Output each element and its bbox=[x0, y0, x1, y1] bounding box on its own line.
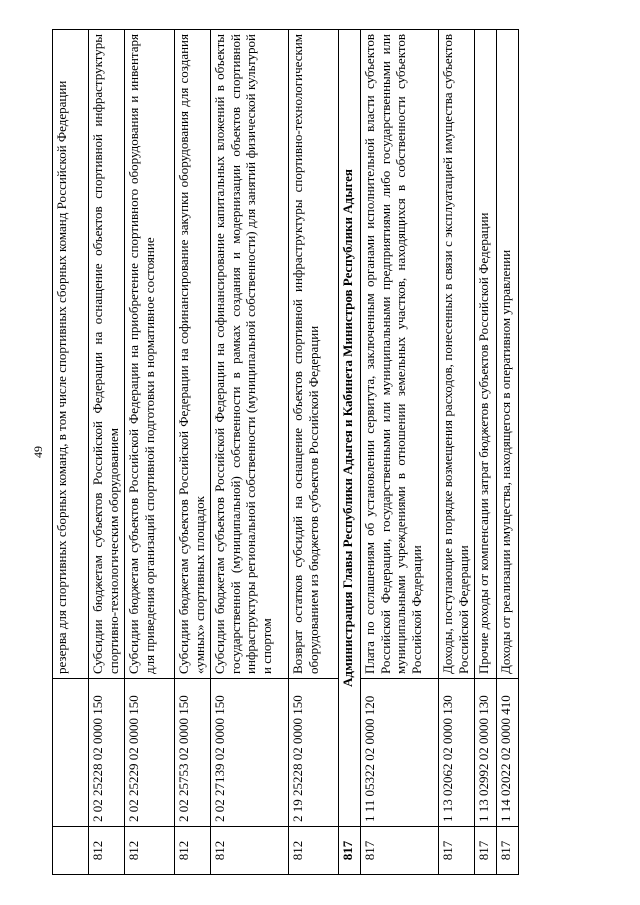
revenue-code-cell: 2 02 25229 02 0000 150 bbox=[125, 679, 175, 827]
admin-code-cell: 812 bbox=[289, 827, 339, 875]
revenue-description-cell: Субсидии бюджетам субъектов Российской Федерации на приобретение спортивного оборудования и инвентаря для приведения организаций спортивной подготовки в нормативное состояние bbox=[125, 30, 175, 679]
revenue-description-cell: Субсидии бюджетам субъектов Российской Федерации на софинансирование закупки оборудования для создания «умных» спортивных площадок bbox=[175, 30, 211, 679]
revenue-code-cell: 2 02 25753 02 0000 150 bbox=[175, 679, 211, 827]
revenue-description-cell: Доходы, поступающие в порядке возмещения расходов, понесенных в связи с эксплуатацией имущества субъектов Российской Федерации bbox=[439, 30, 475, 679]
revenue-code-cell: 2 02 25228 02 0000 150 bbox=[89, 679, 125, 827]
table-row bbox=[175, 30, 211, 875]
page-number: 49 bbox=[31, 446, 45, 458]
admin-code-cell: 817 bbox=[339, 827, 361, 875]
revenue-code-cell: 2 19 25228 02 0000 150 bbox=[289, 679, 339, 827]
rotated-page-content bbox=[52, 29, 572, 875]
revenue-code-cell: 1 13 02992 02 0000 130 bbox=[475, 679, 497, 827]
admin-code-cell: 817 bbox=[439, 827, 475, 875]
revenue-description-cell: Прочие доходы от компенсации затрат бюджетов субъектов Российской Федерации bbox=[475, 30, 497, 679]
revenue-code-cell: 2 02 27139 02 0000 150 bbox=[211, 679, 289, 827]
revenue-description-cell: Возврат остатков субсидий на оснащение объектов спортивной инфраструктуры спортивно-технологическим оборудованием из бюджетов субъектов Российской Федерации bbox=[289, 30, 339, 679]
revenue-description-cell: Субсидии бюджетам субъектов Российской Федерации на софинансирование капитальных вложений в объекты государственной (муниципальной) собственности в рамках создания и модернизации объектов спортивной инфраструктуры региональной собственности (муниципальной собственности) для занятий физической культурой и спортом bbox=[211, 30, 289, 679]
table-row bbox=[497, 30, 519, 875]
revenue-description-cell: Плата по соглашениям об установлении сервитута, заключенным органами исполнительной власти субъектов Российской Федерации, государственными или муниципальными предприятиями либо государственными или муниципальными учреждениями в отношении земельных участков, находящихся в собственности субъектов Российской Федерации bbox=[361, 30, 439, 679]
table-row bbox=[439, 30, 475, 875]
admin-code-cell: 817 bbox=[361, 827, 439, 875]
section-header: Администрация Главы Республики Адыгея и Кабинета Министров Республики Адыгея bbox=[339, 30, 361, 827]
admin-code-cell: 817 bbox=[497, 827, 519, 875]
revenue-code-cell: 1 14 02022 02 0000 410 bbox=[497, 679, 519, 827]
table-row bbox=[289, 30, 339, 875]
table-row bbox=[89, 30, 125, 875]
table-row bbox=[53, 30, 89, 875]
section-header-row bbox=[339, 30, 361, 875]
revenue-code-cell: 1 11 05322 02 0000 120 bbox=[361, 679, 439, 827]
admin-code-cell: 812 bbox=[125, 827, 175, 875]
revenue-code-cell bbox=[53, 679, 89, 827]
table-row bbox=[125, 30, 175, 875]
revenue-codes-table bbox=[52, 29, 519, 875]
admin-code-cell: 812 bbox=[89, 827, 125, 875]
table-row bbox=[211, 30, 289, 875]
admin-code-cell: 812 bbox=[175, 827, 211, 875]
table-row bbox=[475, 30, 497, 875]
revenue-description-cell: Доходы от реализации имущества, находящегося в оперативном управлении bbox=[497, 30, 519, 679]
table-row bbox=[361, 30, 439, 875]
admin-code-cell: 812 bbox=[211, 827, 289, 875]
revenue-code-cell: 1 13 02062 02 0000 130 bbox=[439, 679, 475, 827]
admin-code-cell: 817 bbox=[475, 827, 497, 875]
revenue-description-cell: резерва для спортивных сборных команд, в том числе спортивных сборных команд Российской Федерации bbox=[53, 30, 89, 679]
revenue-description-cell: Субсидии бюджетам субъектов Российской Федерации на оснащение объектов спортивной инфраструктуры спортивно-технологическим оборудованием bbox=[89, 30, 125, 679]
admin-code-cell bbox=[53, 827, 89, 875]
